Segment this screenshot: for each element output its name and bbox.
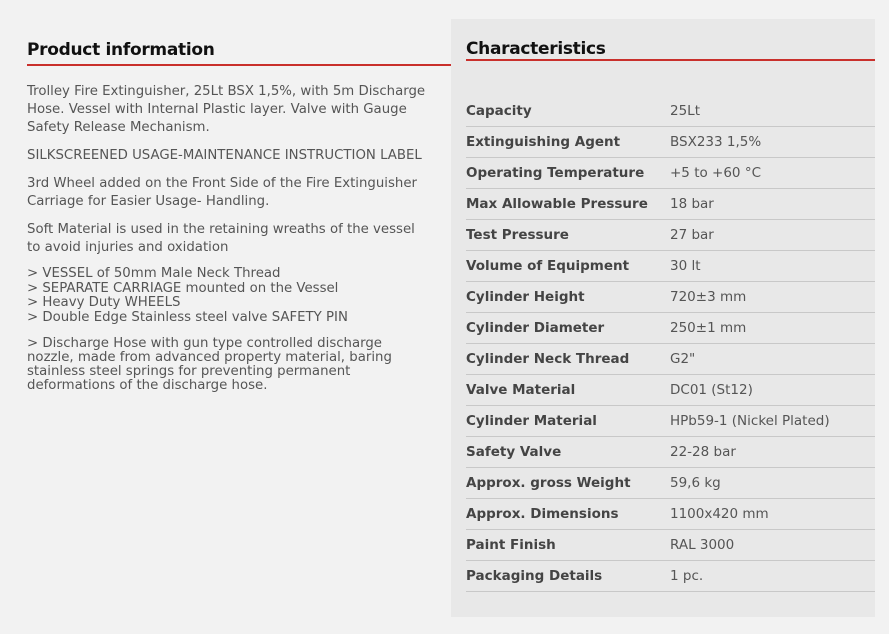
spec-value: 720±3 mm: [670, 282, 875, 313]
spec-value: 27 bar: [670, 220, 875, 251]
discharge-hose-note: [27, 337, 427, 393]
wheel-paragraph: 3rd Wheel added on the Front Side of the Fire Extinguisher Carriage for Easier Usage- Handling.: [27, 176, 417, 209]
table-row: [466, 561, 875, 592]
spec-name: Max Allowable Pressure: [466, 189, 670, 220]
spec-value: 25Lt: [670, 96, 875, 127]
note-line: > Discharge Hose with gun type controlled discharge: [27, 336, 382, 351]
table-row: [466, 468, 875, 499]
note-line: deformations of the discharge hose.: [27, 378, 268, 393]
spec-value: DC01 (St12): [670, 375, 875, 406]
note-line: nozzle, made from advanced property material, baring: [27, 350, 392, 365]
spec-name: Packaging Details: [466, 561, 670, 592]
spec-name: Operating Temperature: [466, 158, 670, 189]
table-row: [466, 220, 875, 251]
feature-item: > SEPARATE CARRIAGE mounted on the Vessel: [27, 280, 339, 296]
feature-list: [27, 267, 427, 325]
spec-value: 1 pc.: [670, 561, 875, 592]
table-row: [466, 251, 875, 282]
feature-item: > Heavy Duty WHEELS: [27, 295, 181, 310]
feature-item: > VESSEL of 50mm Male Neck Thread: [27, 266, 281, 281]
spec-name: Extinguishing Agent: [466, 127, 670, 158]
spec-value: 1100x420 mm: [670, 499, 875, 530]
spec-value: G2": [670, 344, 875, 375]
table-row: [466, 189, 875, 220]
note-line: stainless steel springs for preventing permanent: [27, 364, 351, 379]
table-row: [466, 344, 875, 375]
table-row: [466, 437, 875, 468]
spec-value: BSX233 1,5%: [670, 127, 875, 158]
spec-name: Capacity: [466, 96, 670, 127]
spec-value: 250±1 mm: [670, 313, 875, 344]
spec-name: Cylinder Diameter: [466, 313, 670, 344]
spec-value: RAL 3000: [670, 530, 875, 561]
table-row: [466, 375, 875, 406]
characteristics-table: [466, 96, 875, 592]
feature-item: > Double Edge Stainless steel valve SAFETY PIN: [27, 309, 348, 325]
table-row: [466, 282, 875, 313]
spec-name: Cylinder Neck Thread: [466, 344, 670, 375]
spec-name: Safety Valve: [466, 437, 670, 468]
spec-value: 18 bar: [670, 189, 875, 220]
characteristics-panel: [451, 19, 875, 617]
material-paragraph: Soft Material is used in the retaining wreaths of the vessel to avoid injuries and oxidation: [27, 222, 415, 255]
table-row: [466, 96, 875, 127]
table-row: [466, 530, 875, 561]
product-information-section: [27, 20, 427, 405]
characteristics-title: Characteristics: [466, 39, 606, 59]
spec-name: Paint Finish: [466, 530, 670, 561]
spec-value: 22-28 bar: [670, 437, 875, 468]
spec-value: 30 lt: [670, 251, 875, 282]
spec-value: HPb59-1 (Nickel Plated): [670, 406, 875, 437]
table-row: [466, 406, 875, 437]
spec-name: Volume of Equipment: [466, 251, 670, 282]
spec-value: +5 to +60 °C: [670, 158, 875, 189]
product-information-title: Product information: [27, 40, 215, 60]
spec-name: Test Pressure: [466, 220, 670, 251]
label-paragraph: SILKSCREENED USAGE-MAINTENANCE INSTRUCTION LABEL: [27, 148, 422, 163]
description-paragraph: Trolley Fire Extinguisher, 25Lt BSX 1,5%, with 5m Discharge Hose. Vessel with Internal Plastic layer. Valve with Gauge Safety Release Mechanism.: [27, 84, 426, 135]
spec-name: Cylinder Height: [466, 282, 670, 313]
spec-name: Approx. Dimensions: [466, 499, 670, 530]
spec-name: Valve Material: [466, 375, 670, 406]
table-row: [466, 127, 875, 158]
spec-value: 59,6 kg: [670, 468, 875, 499]
spec-name: Approx. gross Weight: [466, 468, 670, 499]
table-row: [466, 499, 875, 530]
table-row: [466, 158, 875, 189]
table-row: [466, 313, 875, 344]
characteristics-divider: [466, 59, 875, 61]
spec-name: Cylinder Material: [466, 406, 670, 437]
